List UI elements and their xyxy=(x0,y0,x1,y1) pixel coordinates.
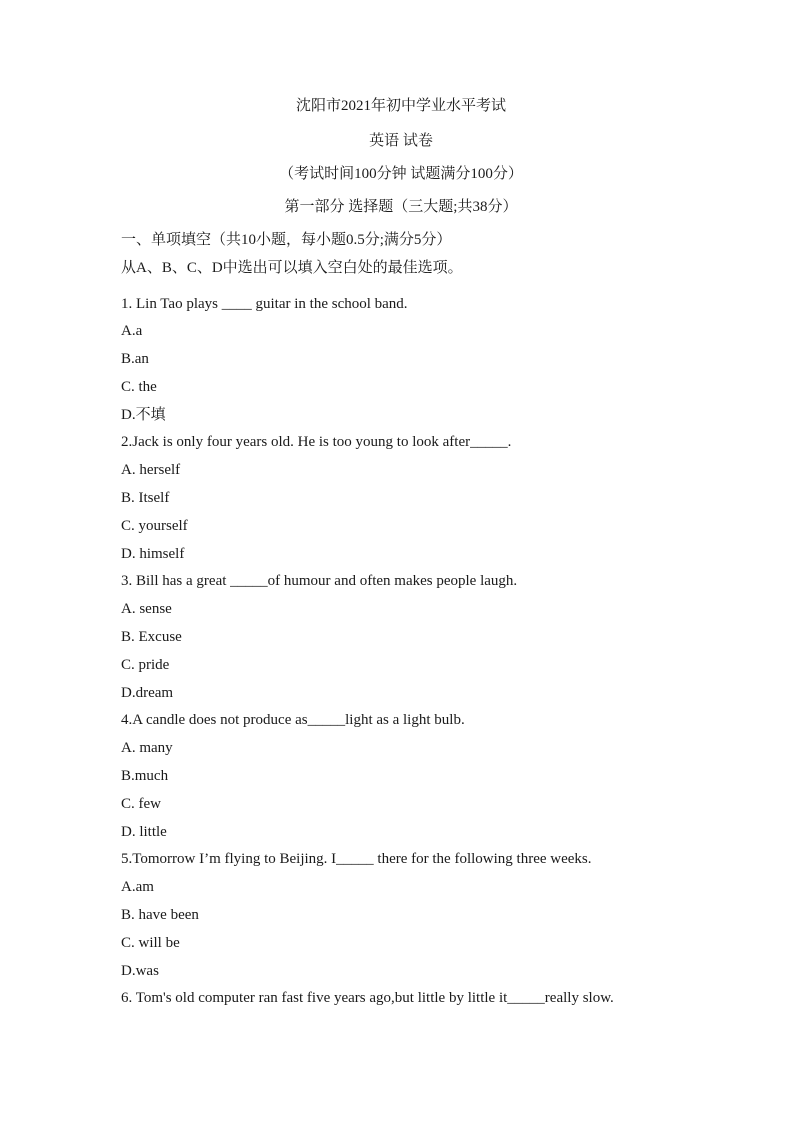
time-score-note: （考试时间100分钟 试题满分100分） xyxy=(279,166,523,182)
option-c: C. will be xyxy=(121,934,180,951)
option-d: D.不填 xyxy=(121,406,166,423)
part-title: 第一部分 选择题（三大题;共38分） xyxy=(284,199,518,215)
question-3 xyxy=(121,571,761,710)
question-stem: 2.Jack is only four years old. He is too young to look after_____. xyxy=(121,434,512,451)
question-stem: 5.Tomorrow I’m flying to Beijing. I_____ there for the following three weeks. xyxy=(121,851,592,868)
question-4 xyxy=(121,710,761,849)
option-b: B. Excuse xyxy=(121,629,182,646)
option-c: C. the xyxy=(121,378,157,395)
option-d: D.dream xyxy=(121,684,174,701)
option-c: C. pride xyxy=(121,656,170,673)
option-a: A. sense xyxy=(121,601,172,618)
option-d: D.was xyxy=(121,962,159,979)
question-stem: 6. Tom's old computer ran fast five years ago,but little by little it_____really slow. xyxy=(121,990,614,1007)
question-5 xyxy=(121,849,761,988)
question-2 xyxy=(121,432,761,571)
exam-title: 沈阳市2021年初中学业水平考试 xyxy=(295,98,506,114)
question-stem: 1. Lin Tao plays ____ guitar in the school band. xyxy=(121,295,408,312)
question-stem: 4.A candle does not produce as_____light as a light bulb. xyxy=(121,712,465,729)
question-6 xyxy=(121,988,761,1016)
option-d: D. himself xyxy=(121,545,185,562)
option-b: B.an xyxy=(121,351,149,368)
section-title: 一、单项填空（共10小题，每小题0.5分;满分5分） xyxy=(121,232,452,248)
option-a: A. many xyxy=(121,740,173,757)
option-b: B. Itself xyxy=(121,490,170,507)
option-c: C. few xyxy=(121,795,161,812)
option-b: B. have been xyxy=(121,907,199,924)
option-a: A. herself xyxy=(121,462,181,479)
option-a: A.a xyxy=(121,323,143,340)
exam-body xyxy=(121,230,761,1016)
option-b: B.much xyxy=(121,768,169,785)
option-c: C. yourself xyxy=(121,517,188,534)
option-a: A.am xyxy=(121,879,154,896)
subject-title: 英语 试卷 xyxy=(369,133,433,149)
question-stem: 3. Bill has a great _____of humour and often makes people laugh. xyxy=(121,573,518,590)
option-d: D. little xyxy=(121,823,167,840)
question-1 xyxy=(121,294,761,433)
section-instruction: 从A、B、C、D中选出可以填入空白处的最佳选项。 xyxy=(121,259,463,276)
